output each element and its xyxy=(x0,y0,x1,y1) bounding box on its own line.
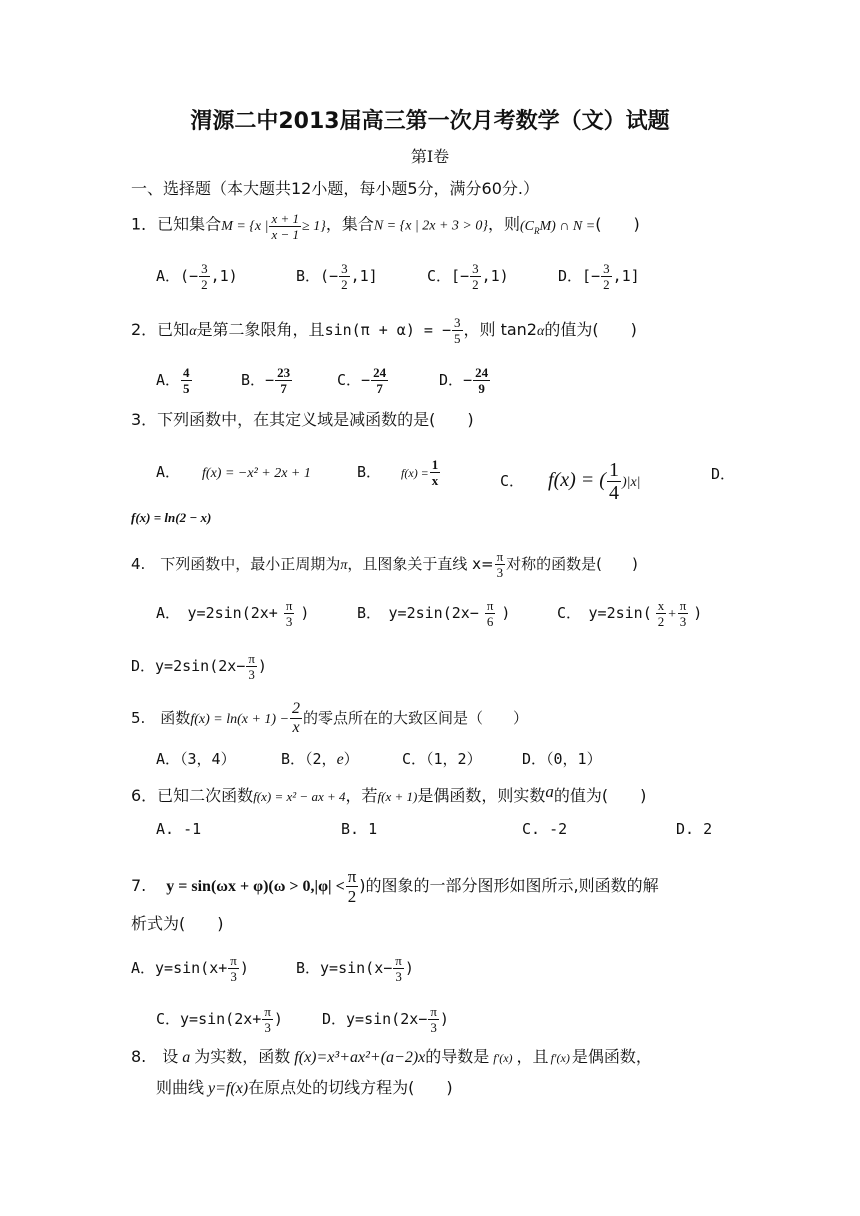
question-2: 2．已知α是第二象限角，且sin(π + α) = − $\frac{3}{5}$ ，则 tan2α的值为( ) xyxy=(131,315,637,346)
q3-option-b: B． f(x) = $\frac{1}{x}$ xyxy=(357,457,439,488)
question-7: 7. y = sin(ωx + φ)(ω > 0,|φ| < $\frac{\pi}{2}$ )的图象的一部分图形如图所示,则函数的解 xyxy=(131,867,659,906)
q3-option-d: f(x) = ln(2 − x) xyxy=(131,510,212,525)
q1-expression: $(C_RM)$ ∩ N = xyxy=(520,218,596,236)
q3-option-a: A． f(x) = −x² + 2x + 1 xyxy=(156,463,311,481)
q1-then: ，则 xyxy=(487,214,520,234)
q6-option-c: C. -2 xyxy=(522,820,568,838)
q4-option-c: C． y=2sin( $\frac{x}{2}$ + $\frac{\pi}{3}$ ) xyxy=(557,598,703,629)
q7-option-a: A．y=sin(x+ $\frac{\pi}{3}$ ) xyxy=(131,953,249,984)
q1-option-b: B．(− $\frac{3}{2}$ ,1] xyxy=(296,261,378,292)
q2-option-d: D．− $\frac{24}{9}$ xyxy=(439,365,489,396)
q4-option-b: B． y=2sin(2x− $\frac{\pi}{6}$ ) xyxy=(357,598,511,629)
q1-option-a: A．(− $\frac{3}{2}$ ,1) xyxy=(156,261,238,292)
q1-set-m: M = {x | $\frac{x + 1}{x - 1}$ ≥ 1} xyxy=(221,211,326,242)
volume-label: 第Ⅰ卷 xyxy=(410,147,450,166)
q3-option-c: C． f(x) = ( $\frac{1}{4}$ )|x| xyxy=(500,459,641,504)
section-heading: 一、选择题（本大题共12小题，每小题5分，满分60分.） xyxy=(131,179,539,198)
q1-lead: 1．已知集合 xyxy=(131,214,222,234)
question-7-line-2: 析式为( ) xyxy=(131,914,224,933)
q1-m-fraction: $\frac{x + 1}{x - 1}$ xyxy=(271,211,300,242)
q2-sin-expr: sin(π + α) = − xyxy=(324,321,451,339)
q1-mid: ，集合 xyxy=(325,214,374,234)
question-5: 5. 函数f(x) = ln(x + 1) − $\frac{2}{x}$ 的零点所在的大致区间是（ ） xyxy=(131,700,529,736)
q5-option-a: A．（3，4） xyxy=(156,750,236,768)
page-title: 渭源二中2013届高三第一次月考数学（文）试题 xyxy=(190,109,670,134)
q5-option-d: D．（0，1） xyxy=(522,750,602,768)
q3-option-d-label: D． xyxy=(711,465,736,483)
q1-option-d: D．[− $\frac{3}{2}$ ,1] xyxy=(558,261,640,292)
question-3: 3．下列函数中，在其定义域是减函数的是( ) xyxy=(131,410,474,429)
q7-option-c: C．y=sin(2x+ $\frac{\pi}{3}$ ) xyxy=(156,1004,283,1035)
q6-option-a: A. -1 xyxy=(156,820,202,838)
q5-option-b: B．（2，e） xyxy=(281,750,359,768)
q1-option-c: C．[− $\frac{3}{2}$ ,1) xyxy=(427,261,509,292)
q7-option-b: B．y=sin(x− $\frac{\pi}{3}$ ) xyxy=(296,953,414,984)
q1-blank: ( ) xyxy=(595,214,640,234)
question-1 xyxy=(131,212,640,241)
q2-option-c: C．− $\frac{24}{7}$ xyxy=(337,365,387,396)
q2-option-b: B．− $\frac{23}{7}$ xyxy=(241,365,291,396)
q4-option-d: D．y=2sin(2x− $\frac{\pi}{3}$ ) xyxy=(131,651,267,682)
q4-option-a: A． y=2sin(2x+ $\frac{\pi}{3}$ ) xyxy=(156,598,310,629)
q1-set-n: N = {x | 2x + 3 > 0} xyxy=(373,218,488,234)
q6-option-d: D. 2 xyxy=(676,820,713,838)
q7-option-d: D．y=sin(2x− $\frac{\pi}{3}$ ) xyxy=(322,1004,449,1035)
question-8-line-2: 则曲线 y=f(x)在原点处的切线方程为( ) xyxy=(156,1078,453,1097)
q2-option-a: A． $\frac{4}{5}$ xyxy=(156,365,190,396)
question-8: 8. 设 a 为实数，函数 f(x)=x³+ax²+(a−2)x的导数是 f′(x) ，且 f′(x) 是偶函数， xyxy=(131,1047,652,1066)
q5-option-c: C．（1，2） xyxy=(402,750,482,768)
question-6: 6．已知二次函数f(x) = x² − ax + 4，若f(x + 1)是偶函数，则实数a的值为( ) xyxy=(131,782,647,805)
question-4: 4. 下列函数中，最小正周期为π，且图象关于直线 x= $\frac{\pi}{3}$ 对称的函数是( ) xyxy=(131,549,638,580)
q6-option-b: B. 1 xyxy=(341,820,378,838)
